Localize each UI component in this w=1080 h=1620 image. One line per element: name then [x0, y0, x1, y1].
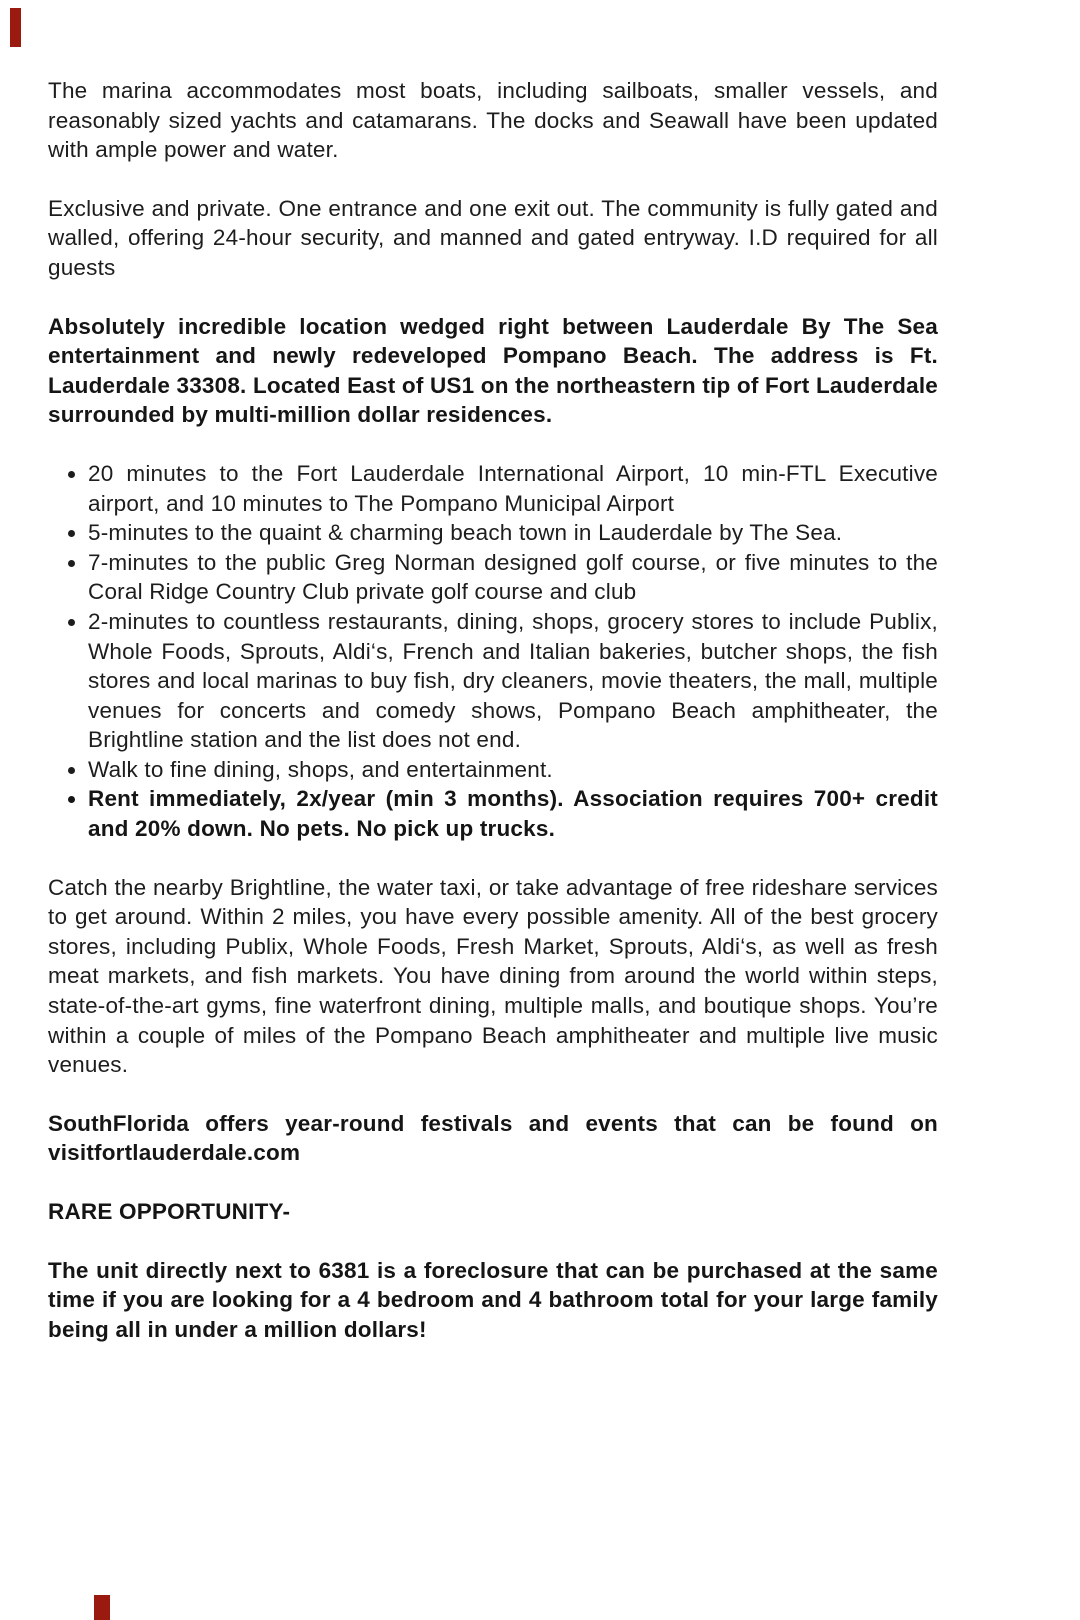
- paragraph: The unit directly next to 6381 is a foreclosure that can be purchased at the same time if you are looking for a 4 bedroom and 4 bathroom total for your large family being all in under a million dollars!: [48, 1257, 938, 1342]
- listing-description-text: [48, 76, 938, 1373]
- red-margin-marker-top: [10, 8, 21, 47]
- bullet-item: • 2-minutes to countless restaurants, dining, shops, grocery stores to include Publix, Whole Foods, Sprouts, Aldi‘s, French and Italian bakeries, butcher shops, the fish stores and local marinas to buy fish, dry cleaners, movie theaters, the mall, multiple venues for concerts and comedy shows, Pompano Beach amphitheater, the Brightline station and the list does not end.: [88, 607, 938, 755]
- paragraph: SouthFlorida offers year-round festivals and events that can be found on visitfortlauderdale.com: [48, 1110, 938, 1166]
- bullet-item: • 7-minutes to the public Greg Norman designed golf course, or five minutes to the Coral Ridge Country Club private golf course and club: [88, 548, 938, 607]
- bullet-item: • Rent immediately, 2x/year (min 3 months). Association requires 700+ credit and 20% down. No pets. No pick up trucks.: [88, 784, 938, 843]
- paragraph: Exclusive and private. One entrance and one exit out. The community is fully gated and walled, offering 24-hour security, and manned and gated entryway. I.D required for all guests: [48, 195, 938, 280]
- bullet-item: • 20 minutes to the Fort Lauderdale International Airport, 10 min-FTL Executive airport, and 10 minutes to The Pompano Municipal Airport: [88, 459, 938, 518]
- red-margin-marker-bottom: [94, 1595, 110, 1620]
- bullet-list: [48, 459, 938, 844]
- bullet-item: • 5-minutes to the quaint & charming beach town in Lauderdale by The Sea.: [88, 518, 938, 548]
- paragraph: The marina accommodates most boats, including sailboats, smaller vessels, and reasonably sized yachts and catamarans. The docks and Seawall have been updated with ample power and water.: [48, 78, 938, 163]
- paragraph: Catch the nearby Brightline, the water taxi, or take advantage of free rideshare services to get around. Within 2 miles, you have every possible amenity. All of the best grocery stores, including Publix, Whole Foods, Fresh Market, Sprouts, Aldi‘s, as well as fresh meat markets, and fish markets. You have dining from around the world within steps, state-of-the-art gyms, fine waterfront dining, multiple malls, and boutique shops. You’re within a couple of miles of the Pompano Beach amphitheater and multiple live music venues.: [48, 874, 938, 1078]
- paragraph: RARE OPPORTUNITY-: [48, 1199, 291, 1224]
- paragraph: Absolutely incredible location wedged right between Lauderdale By The Sea entertainment and newly redeveloped Pompano Beach. The address is Ft. Lauderdale 33308. Located East of US1 on the northeastern tip of Fort Lauderdale surrounded by multi-million dollar residences.: [48, 313, 938, 428]
- bullet-item: • Walk to fine dining, shops, and entertainment.: [88, 755, 938, 785]
